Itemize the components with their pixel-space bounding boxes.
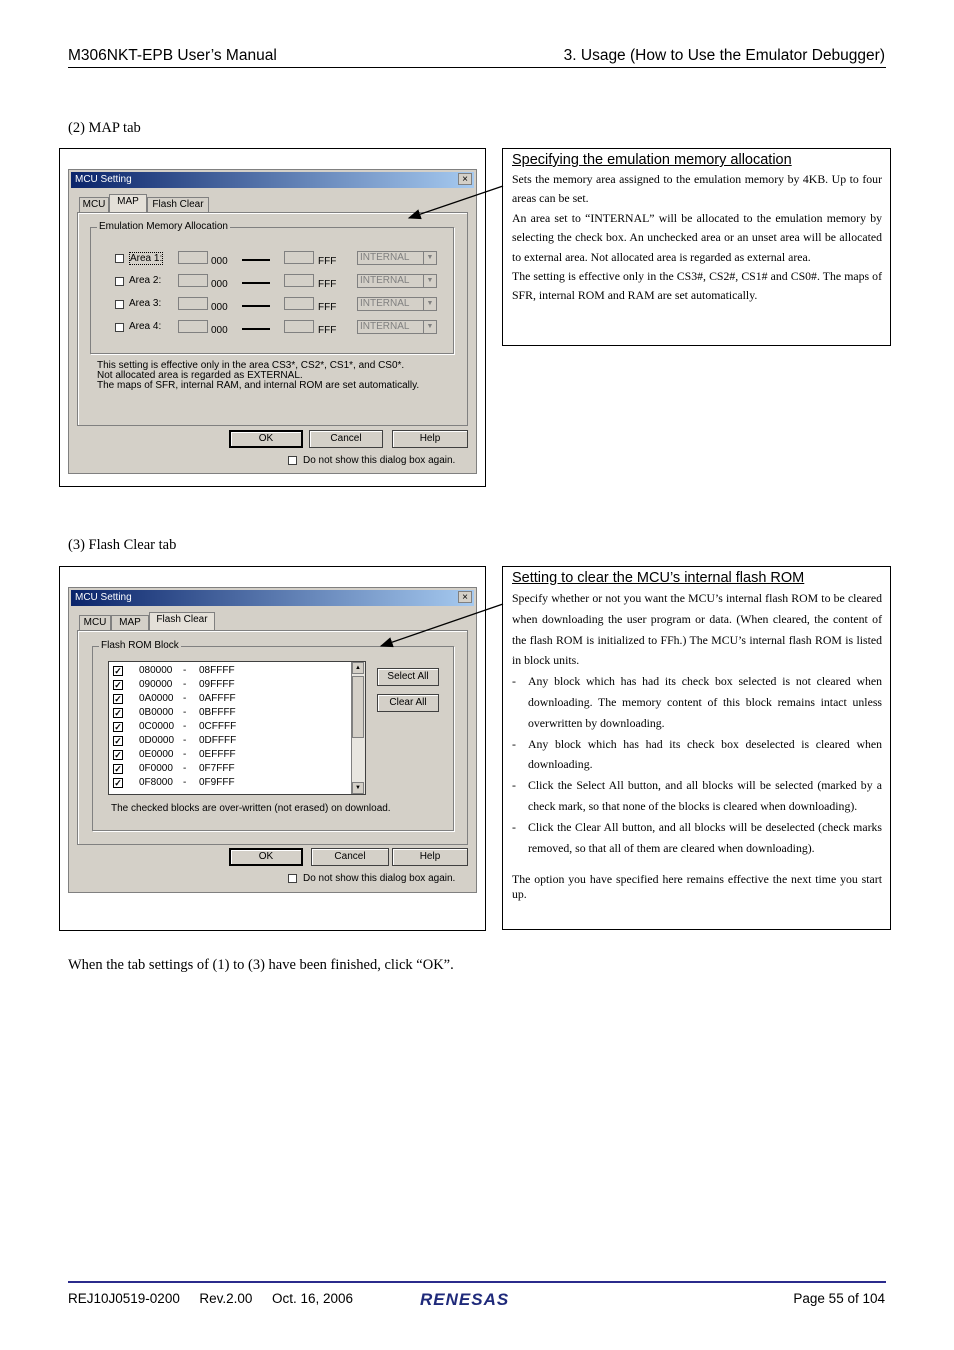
area-3-label: Area 3: xyxy=(129,298,162,309)
area-1-label: Area 1: xyxy=(130,253,163,264)
block-checkbox[interactable]: ✓ xyxy=(114,666,122,676)
chevron-down-icon: ▼ xyxy=(423,275,436,287)
map-tab-panel xyxy=(77,212,468,426)
block-end-address: 0DFFFF xyxy=(199,735,237,746)
flash-dialog-titlebar xyxy=(71,590,474,606)
footer-page-number: Page 55 of 104 xyxy=(793,1291,885,1306)
block-start-address: 0A0000 xyxy=(139,693,174,704)
area-3-range-dash xyxy=(242,305,270,307)
tab-map[interactable]: MAP xyxy=(111,615,149,630)
block-checkbox[interactable]: ✓ xyxy=(114,680,122,690)
area-1-end-field[interactable] xyxy=(284,251,314,264)
block-end-address: 0EFFFF xyxy=(199,749,236,760)
closing-instruction: When the tab settings of (1) to (3) have been finished, click “OK”. xyxy=(68,957,454,973)
block-end-address: 09FFFF xyxy=(199,679,235,690)
area-4-start-field[interactable] xyxy=(178,320,208,333)
map-dont-show-checkbox[interactable] xyxy=(288,456,297,465)
map-note-line-3: The maps of SFR, internal RAM, and internal ROM are set automatically. xyxy=(97,380,420,391)
area-2-start-field[interactable] xyxy=(178,274,208,287)
flash-explanation-closing: The option you have specified here remains effective the next time you start up. xyxy=(512,872,882,902)
flash-explanation-intro: Specify whether or not you want the MCU’s internal flash ROM to be cleared when downloading the user program or data. (When cleared, the content of the flash ROM is initialized to FFh.) The MCU’s internal flash ROM is listed in block units. xyxy=(512,591,882,668)
list-item: - Any block which has had its check box selected is not cleared when downloading. The memory content of this block remains intact unless overwritten by downloading. xyxy=(512,671,882,733)
chevron-down-icon: ▼ xyxy=(423,298,436,310)
block-start-address: 080000 xyxy=(139,665,173,676)
flash-dont-show-label: Do not show this dialog box again. xyxy=(303,873,456,884)
area-3-select-value: INTERNAL xyxy=(360,298,410,309)
footer-doc-id: REJ10J0519-0200 xyxy=(68,1291,180,1306)
area-2-start-suffix: 000 xyxy=(211,279,228,290)
block-range-dash: - xyxy=(183,749,187,760)
map-screenshot-frame xyxy=(59,148,486,487)
block-end-address: 0F9FFF xyxy=(199,777,235,788)
map-dialog-title: MCU Setting xyxy=(75,174,132,185)
scroll-down-icon[interactable]: ▼ xyxy=(352,782,364,794)
block-range-dash: - xyxy=(183,735,187,746)
tab-mcu[interactable]: MCU xyxy=(79,615,111,630)
map-explanation-paragraph: An area set to “INTERNAL” will be allocated to the emulation memory by selecting the check box. An unchecked area or an unset area will be allocated to external area. Not allocated area is regarded as external area. xyxy=(512,210,882,264)
block-range-dash: - xyxy=(183,665,187,676)
footer-date: Oct. 16, 2006 xyxy=(271,1291,353,1306)
block-end-address: 08FFFF xyxy=(199,665,235,676)
header-chapter-title: 3. Usage (How to Use the Emulator Debugger) xyxy=(563,47,885,64)
flash-dialog-note: The checked blocks are over-written (not erased) on download. xyxy=(111,803,391,814)
flash-explanation-list xyxy=(512,671,882,858)
area-1-checkbox[interactable] xyxy=(115,254,124,263)
map-explanation-box xyxy=(502,148,891,346)
flash-screenshot-frame xyxy=(59,566,486,931)
flash-list-scrollbar[interactable] xyxy=(351,662,365,794)
footer-doc-info xyxy=(68,1291,353,1306)
map-dialog-titlebar xyxy=(71,172,474,188)
map-note-line-1: This setting is effective only in the area CS3*, CS2*, CS1*, and CS0*. xyxy=(97,360,405,371)
map-ok-button[interactable]: OK xyxy=(229,430,303,448)
footer-rule xyxy=(68,1281,886,1283)
block-end-address: 0BFFFF xyxy=(199,707,236,718)
map-explanation-paragraph: The setting is effective only in the CS3#, CS2#, CS1# and CS0#. The maps of SFR, internal ROM and RAM are set automatically. xyxy=(512,269,882,303)
flash-dialog-close-button[interactable]: × xyxy=(458,591,472,603)
clear-all-button[interactable]: Clear All xyxy=(377,694,439,712)
area-1-range-dash xyxy=(242,259,270,261)
map-dialog-note xyxy=(97,361,419,391)
block-checkbox[interactable]: ✓ xyxy=(114,736,122,746)
emulation-memory-allocation-group xyxy=(90,221,454,354)
block-start-address: 0E0000 xyxy=(139,749,174,760)
area-4-label: Area 4: xyxy=(129,321,162,332)
footer-revision: Rev.2.00 xyxy=(199,1291,253,1306)
header-rule xyxy=(68,67,886,68)
area-3-checkbox[interactable] xyxy=(115,300,124,309)
map-dialog xyxy=(68,169,477,474)
block-checkbox[interactable]: ✓ xyxy=(114,694,122,704)
block-checkbox[interactable]: ✓ xyxy=(114,750,122,760)
flash-dialog-title: MCU Setting xyxy=(75,592,132,603)
block-checkbox[interactable]: ✓ xyxy=(114,778,122,788)
area-4-checkbox[interactable] xyxy=(115,323,124,332)
list-item: - Any block which has had its check box deselected is cleared when downloading. xyxy=(512,734,882,776)
block-start-address: 0B0000 xyxy=(139,707,174,718)
flash-section-title: (3) Flash Clear tab xyxy=(68,537,177,553)
area-4-start-suffix: 000 xyxy=(211,325,228,336)
block-end-address: 0CFFFF xyxy=(199,721,237,732)
flash-help-button[interactable]: Help xyxy=(392,848,468,866)
area-1-select-value: INTERNAL xyxy=(360,252,410,263)
block-checkbox[interactable]: ✓ xyxy=(114,708,122,718)
area-2-select[interactable] xyxy=(357,274,437,288)
block-start-address: 090000 xyxy=(139,679,173,690)
area-3-start-field[interactable] xyxy=(178,297,208,310)
block-checkbox[interactable]: ✓ xyxy=(114,764,122,774)
area-4-end-field[interactable] xyxy=(284,320,314,333)
block-range-dash: - xyxy=(183,763,187,774)
area-3-end-field[interactable] xyxy=(284,297,314,310)
block-range-dash: - xyxy=(183,721,187,732)
tab-mcu[interactable]: MCU xyxy=(79,197,109,212)
header-manual-title: M306NKT-EPB User’s Manual xyxy=(68,47,277,64)
area-1-end-suffix: FFF xyxy=(318,256,337,267)
area-2-checkbox[interactable] xyxy=(115,277,124,286)
block-range-dash: - xyxy=(183,707,187,718)
area-3-select[interactable] xyxy=(357,297,437,311)
area-3-start-suffix: 000 xyxy=(211,302,228,313)
block-range-dash: - xyxy=(183,679,187,690)
block-start-address: 0F8000 xyxy=(139,777,173,788)
flash-dialog xyxy=(68,587,477,893)
emulation-memory-allocation-label: Emulation Memory Allocation xyxy=(99,221,228,232)
chevron-down-icon: ▼ xyxy=(423,252,436,264)
area-2-end-field[interactable] xyxy=(284,274,314,287)
block-end-address: 0F7FFF xyxy=(199,763,235,774)
area-4-select[interactable] xyxy=(357,320,437,334)
block-start-address: 0C0000 xyxy=(139,721,175,732)
area-1-start-field[interactable] xyxy=(178,251,208,264)
map-note-line-2: Not allocated area is regarded as EXTERNAL. xyxy=(97,370,303,381)
block-range-dash: - xyxy=(183,693,187,704)
block-end-address: 0AFFFF xyxy=(199,693,236,704)
area-2-range-dash xyxy=(242,282,270,284)
area-3-end-suffix: FFF xyxy=(318,302,337,313)
area-4-end-suffix: FFF xyxy=(318,325,337,336)
area-2-select-value: INTERNAL xyxy=(360,275,410,286)
map-help-button[interactable]: Help xyxy=(392,430,468,448)
tab-flash-clear[interactable]: Flash Clear xyxy=(149,612,215,630)
area-4-range-dash xyxy=(242,328,270,330)
flash-block-list[interactable] xyxy=(108,661,366,795)
flash-ok-button[interactable]: OK xyxy=(229,848,303,866)
map-dialog-close-button[interactable]: × xyxy=(458,173,472,185)
list-item: - Click the Select All button, and all blocks will be selected (marked by a check mark, so that none of the blocks is cleared when downloading). xyxy=(512,775,882,817)
scroll-thumb[interactable] xyxy=(352,676,364,738)
select-all-button[interactable]: Select All xyxy=(377,668,439,686)
tab-map[interactable]: MAP xyxy=(109,194,147,212)
area-1-start-suffix: 000 xyxy=(211,256,228,267)
list-item: - Click the Clear All button, and all blocks will be deselected (check marks removed, so that all of them are cleared when downloading). xyxy=(512,817,882,859)
flash-explanation-box xyxy=(502,566,891,930)
map-explanation-heading: Specifying the emulation memory allocation xyxy=(512,152,792,168)
flash-dont-show-checkbox[interactable] xyxy=(288,874,297,883)
block-checkbox[interactable]: ✓ xyxy=(114,722,122,732)
flash-tab-panel xyxy=(77,630,468,845)
block-start-address: 0D0000 xyxy=(139,735,175,746)
flash-explanation-heading: Setting to clear the MCU’s internal flash ROM xyxy=(512,570,805,586)
scroll-up-icon[interactable]: ▲ xyxy=(352,662,364,674)
area-1-select[interactable] xyxy=(357,251,437,265)
block-start-address: 0F0000 xyxy=(139,763,173,774)
block-range-dash: - xyxy=(183,777,187,788)
flash-rom-block-label: Flash ROM Block xyxy=(101,640,179,651)
area-4-select-value: INTERNAL xyxy=(360,321,410,332)
map-dont-show-label: Do not show this dialog box again. xyxy=(303,455,456,466)
tab-flash-clear[interactable]: Flash Clear xyxy=(147,197,209,212)
map-explanation-paragraph: Sets the memory area assigned to the emulation memory by 4KB. Up to four areas can be set. xyxy=(512,172,882,206)
map-cancel-button[interactable]: Cancel xyxy=(309,430,383,448)
chevron-down-icon: ▼ xyxy=(423,321,436,333)
renesas-logo: RENESAS xyxy=(420,1290,510,1309)
area-2-label: Area 2: xyxy=(129,275,162,286)
area-2-end-suffix: FFF xyxy=(318,279,337,290)
map-section-title: (2) MAP tab xyxy=(68,120,141,136)
flash-cancel-button[interactable]: Cancel xyxy=(311,848,389,866)
